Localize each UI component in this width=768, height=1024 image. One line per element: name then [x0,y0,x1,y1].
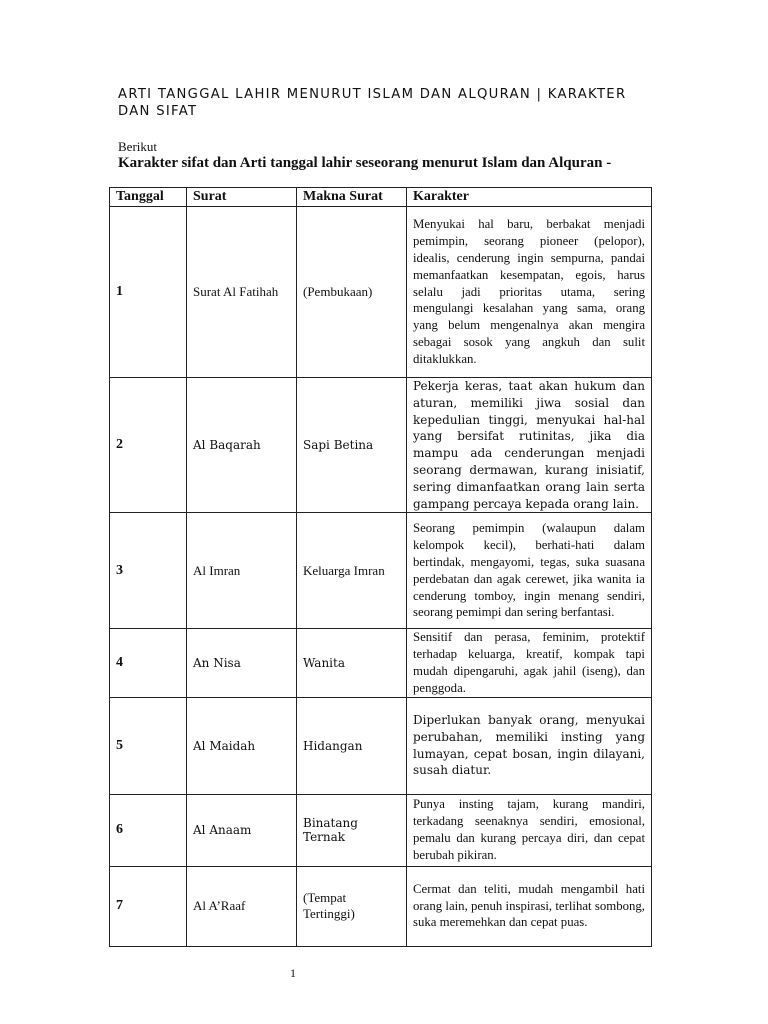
header-makna-surat: Makna Surat [297,188,407,207]
row-surat: Surat Al Fatihah [187,207,297,378]
intro-text: Berikut [118,139,157,154]
table-row [110,794,652,866]
table-row [110,378,652,513]
table-row [110,207,652,378]
row-surat: An Nisa [187,629,297,697]
table-row [110,513,652,629]
row-tanggal: 7 [110,866,187,946]
table-row [110,629,652,697]
row-surat: Al Anaam [187,794,297,866]
table-row [110,866,652,946]
row-makna: Wanita [297,629,407,697]
table-header-row [110,188,652,207]
row-makna: (Pembukaan) [297,207,407,378]
page-number: 1 [290,966,296,980]
row-karakter: Seorang pemimpin (walaupun dalam kelompok kecil), berhati-hati dalam bertindak, mengayomi, tegas, suka suasana perdebatan dan agak cerewet, jika wanita ia cenderung tomboy, ingin menang sendiri, seorang pemimpi dan sering berfantasi. [407,513,652,629]
table-row [110,697,652,794]
row-makna: Keluarga Imran [297,513,407,629]
row-tanggal: 1 [110,207,187,378]
row-surat: Al Imran [187,513,297,629]
row-tanggal: 4 [110,629,187,697]
row-karakter: Punya insting tajam, kurang mandiri, terkadang seenaknya sendiri, emosional, pemalu dan kurang percaya diri, dan cepat berubah pikiran. [407,794,652,866]
row-tanggal: 2 [110,378,187,513]
row-makna: Binatang Ternak [297,794,407,866]
row-karakter: Sensitif dan perasa, feminim, protektif terhadap keluarga, kreatif, kompak tapi mudah dipengaruhi, agak jahil (iseng), dan penggoda. [407,629,652,697]
karakter-table [109,187,652,947]
row-makna: (Tempat Tertinggi) [297,866,407,946]
row-karakter: Diperlukan banyak orang, menyukai perubahan, memiliki insting yang lumayan, cepat bosan, ingin dilayani, susah diatur. [407,697,652,794]
row-tanggal: 5 [110,697,187,794]
row-tanggal: 3 [110,513,187,629]
header-surat: Surat [187,188,297,207]
document-title: ARTI TANGGAL LAHIR MENURUT ISLAM DAN ALQURAN | KARAKTER DAN SIFAT [118,87,627,119]
document-subtitle: Karakter sifat dan Arti tanggal lahir seseorang menurut Islam dan Alquran - [118,155,612,171]
row-makna: Hidangan [297,697,407,794]
row-karakter: Menyukai hal baru, berbakat menjadi pemimpin, seorang pioneer (pelopor), idealis, cenderung ingin sempurna, pandai memanfaatkan kesempatan, egois, harus selalu jadi prioritas utama, sering mengulangi kesalahan yang sama, orang yang belum mengenalnya akan mengira sebagai sosok yang angkuh dan sulit ditaklukkan. [407,207,652,378]
row-karakter: Pekerja keras, taat akan hukum dan aturan, memiliki jiwa sosial dan kepedulian tinggi, menyukai hal-hal yang bersifat rutinitas, jika dia mampu ada cenderungan menjadi seorang dermawan, kurang inisiatif, sering dimanfaatkan orang lain serta gampang percaya kepada orang lain. [407,378,652,513]
row-tanggal: 6 [110,794,187,866]
header-tanggal: Tanggal [110,188,187,207]
header-karakter: Karakter [407,188,652,207]
row-makna: Sapi Betina [297,378,407,513]
row-surat: Al A’Raaf [187,866,297,946]
row-surat: Al Maidah [187,697,297,794]
row-surat: Al Baqarah [187,378,297,513]
row-karakter: Cermat dan teliti, mudah mengambil hati orang lain, penuh inspirasi, terlihat sombong, suka meremehkan dan cepat puas. [407,866,652,946]
